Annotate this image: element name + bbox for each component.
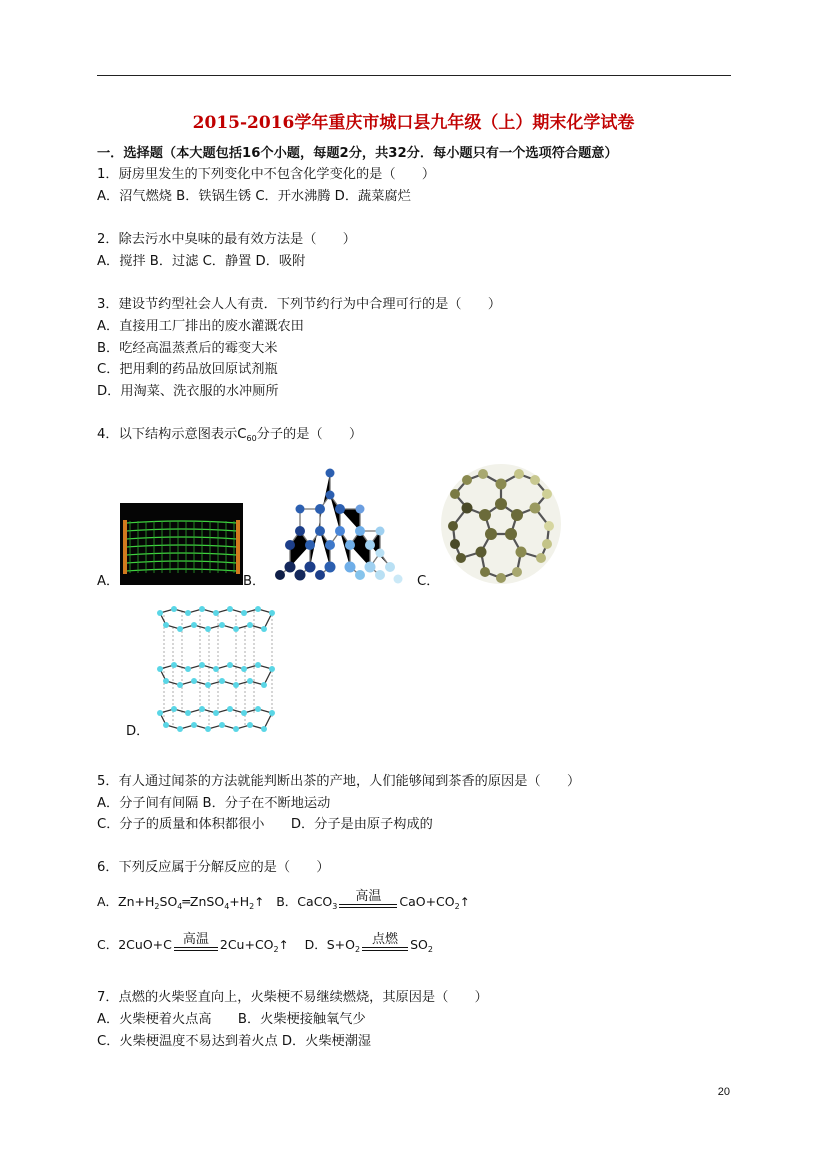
q1-stem: 1．厨房里发生的下列变化中不包含化学变化的是（ ） xyxy=(97,167,436,182)
q5-options-cd: C．分子的质量和体积都很小 D．分子是由原子构成的 xyxy=(97,817,433,832)
c60-fullerene-image xyxy=(437,460,565,588)
q6-options-cd: C．2CuO+C 高温 $2Cu+CO_2↑$ D．$S+O_2$ 点燃 $SO_2$ xyxy=(97,932,433,954)
q3-option-c: C．把用剩的药品放回原试剂瓶 xyxy=(97,362,278,377)
b-reaction-condition: 高温 xyxy=(339,904,397,913)
q4-label-d: D． xyxy=(126,724,150,739)
q3-option-a: A．直接用工厂排出的废水灌溉农田 xyxy=(97,319,304,334)
nanotube-image xyxy=(120,503,243,585)
q2-options: A．搅拌 B．过滤 C．静置 D．吸附 xyxy=(97,254,306,269)
q3-stem: 3．建设节约型社会人人有责．下列节约行为中合理可行的是（ ） xyxy=(97,297,502,312)
q2-stem: 2．除去污水中臭味的最有效方法是（ ） xyxy=(97,232,356,247)
q4-label-c: C． xyxy=(417,574,440,589)
q6-options-ab: A．$Zn+H_2SO_4═ZnSO_4+H_2↑$ B．CaCO$_3$ 高温 $CaO+CO_2↑$ xyxy=(97,889,470,911)
q7-options-cd: C．火柴梗温度不易达到着火点 D．火柴梗潮湿 xyxy=(97,1034,372,1049)
graphite-structure-image xyxy=(152,603,284,735)
section-heading: 一．选择题（本大题包括16个小题，每题2分，共32分．每小题只有一个选项符合题意） xyxy=(97,146,618,161)
q4-label-a: A． xyxy=(97,574,120,589)
q7-stem: 7．点燃的火柴竖直向上，火柴梗不易继续燃烧，其原因是（ ） xyxy=(97,990,488,1005)
c-reaction-condition: 高温 xyxy=(174,947,218,956)
exam-title: 2015-2016学年重庆市城口县九年级（上）期末化学试卷 xyxy=(192,113,635,133)
diamond-structure-image xyxy=(262,465,408,587)
q5-stem: 5．有人通过闻茶的方法就能判断出茶的产地，人们能够闻到茶香的原因是（ ） xyxy=(97,774,581,789)
header-rule xyxy=(97,75,731,76)
d-reaction-condition: 点燃 xyxy=(362,947,408,956)
page-number: 20 xyxy=(717,1086,730,1098)
q7-options-ab: A．火柴梗着火点高 B．火柴梗接触氧气少 xyxy=(97,1012,366,1027)
q5-options-ab: A．分子间有间隔 B．分子在不断地运动 xyxy=(97,796,331,811)
q1-options: A．沼气燃烧 B．铁锅生锈 C．开水沸腾 D．蔬菜腐烂 xyxy=(97,189,411,204)
q3-option-d: D．用淘菜、洗衣服的水冲厕所 xyxy=(97,384,279,399)
q4-label-b: B． xyxy=(243,574,266,589)
q3-option-b: B．吃经高温蒸煮后的霉变大米 xyxy=(97,341,278,356)
q6-stem: 6．下列反应属于分解反应的是（ ） xyxy=(97,860,330,875)
q4-stem: 4．以下结构示意图表示$C_{60}$分子的是（ ） xyxy=(97,427,363,443)
